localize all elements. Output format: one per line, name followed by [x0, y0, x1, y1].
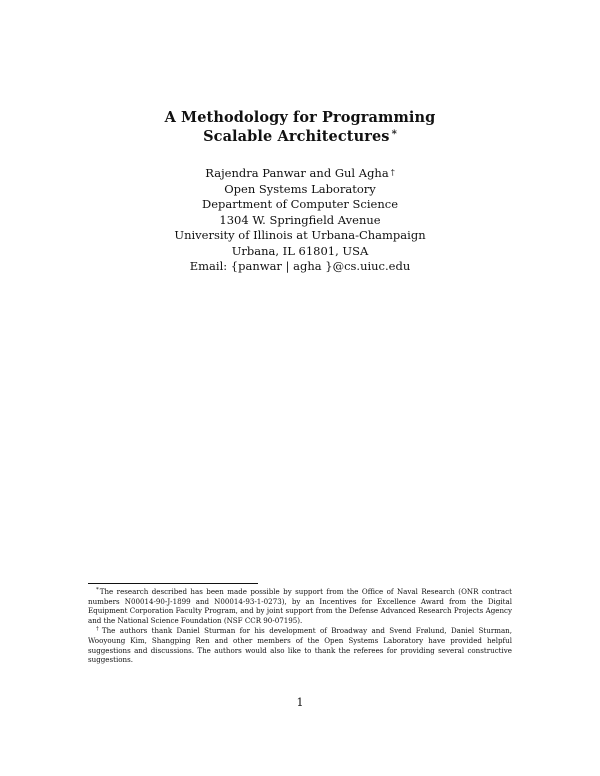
- footnote-funding: [88, 587, 512, 625]
- email-address: Email: {panwar | agha }@cs.uiuc.edu: [189, 259, 411, 273]
- author-names-line: [0, 166, 600, 182]
- department-name: Department of Computer Science: [201, 197, 399, 211]
- author-footnote-mark: †: [390, 168, 395, 177]
- street-address: 1304 W. Springfield Avenue: [219, 212, 381, 227]
- paper-title: [0, 108, 600, 146]
- footnotes-section: [88, 587, 512, 666]
- footnote-funding-text: The research described has been made possible by support from the Office of Naval Research (ONR contract numbers N00014-90-J-1899 and N00014-93-1-0273), by an Incentives for Excellence Award from the Digital Equipment Corporation Faculty Program, and by joint support from the Defense Advanced Research Projects Agency and the National Science Foundation (NSF CCR 90-07195).: [88, 587, 512, 625]
- footnote-acknowledgements-text: The authors thank Daniel Sturman for his development of Broadway and Svend Frølund, Daniel Sturman, Wooyoung Kim, Shangping Ren and other members of the Open Systems Laboratory have provided helpful suggestions and discussions. The authors would also like to thank the referees for providing several constructive suggestions.: [88, 626, 512, 665]
- lab-name: Open Systems Laboratory: [224, 181, 376, 196]
- author-names: Rajendra Panwar and Gul Agha: [205, 166, 389, 180]
- title-line-2: [0, 127, 600, 146]
- title-line-1: A Methodology for Programming: [164, 109, 436, 126]
- title-line-2-text: Scalable Architectures: [203, 128, 390, 145]
- footnote-divider: [88, 583, 258, 584]
- footnote-funding-mark: *: [96, 587, 99, 593]
- title-footnote-mark: *: [391, 129, 397, 140]
- university-name: University of Illinois at Urbana-Champaign: [174, 228, 426, 242]
- city-address: Urbana, IL 61801, USA: [231, 243, 369, 258]
- page-number: 1: [296, 696, 304, 709]
- footnote-acknowledgements: [88, 626, 512, 664]
- author-affiliation-block: [0, 166, 600, 275]
- footnote-acknowledgements-mark: †: [96, 626, 101, 633]
